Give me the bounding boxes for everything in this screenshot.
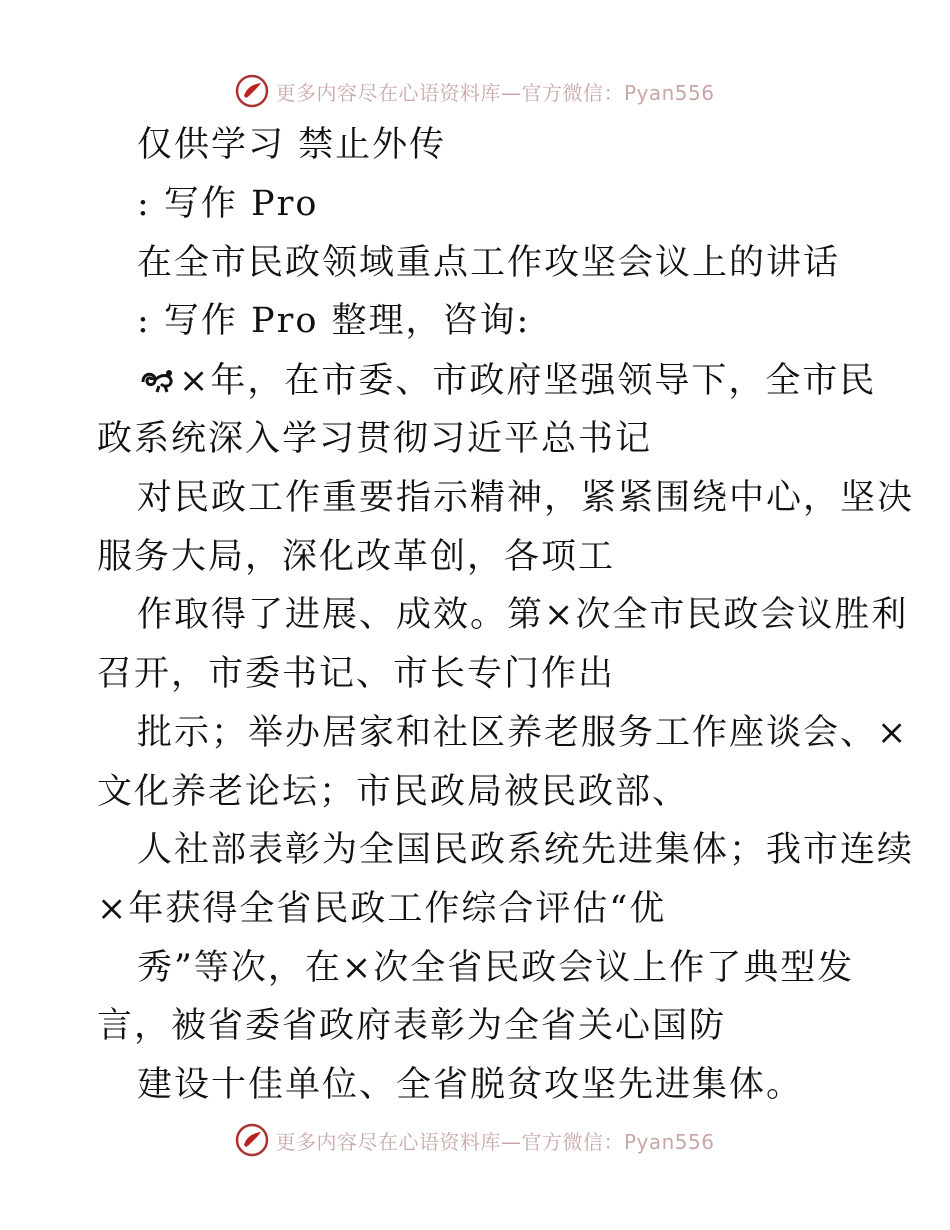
doc-line: : 写作 Pro 整理，咨询:	[137, 301, 531, 341]
footer-watermark	[0, 1120, 950, 1160]
doc-line: 文化养老论坛；市民政局被民政部、	[97, 772, 690, 812]
doc-line: ×年获得全省民政工作综合评估“优	[97, 889, 667, 929]
doc-line: 秀”等次，在×次全省民政会议上作了典型发	[137, 948, 855, 988]
doc-line: 在全市民政领域重点工作攻坚会议上的讲话	[137, 243, 841, 283]
doc-line: 对民政工作重要指示精神，紧紧围绕中心，坚决	[137, 478, 915, 518]
ornament-glyph-icon	[137, 364, 177, 396]
watermark-text: 更多内容尽在心语资料库—官方微信：Pyan556	[275, 80, 715, 105]
doc-line-text: ×年，在市委、市政府坚强领导下，全市民	[179, 361, 877, 401]
watermark-logo-icon	[235, 1123, 269, 1157]
doc-line: 作取得了进展、成效。第×次全市民政会议胜利	[137, 595, 909, 635]
doc-line-with-glyph	[137, 361, 876, 401]
watermark-text: 更多内容尽在心语资料库—官方微信：Pyan556	[275, 1129, 715, 1154]
doc-line: 批示；举办居家和社区养老服务工作座谈会、×	[137, 713, 909, 753]
doc-line: 召开，市委书记、市长专门作出	[97, 654, 616, 694]
doc-line: 服务大局，深化改革创，各项工	[97, 537, 616, 577]
doc-line: 政系统深入学习贯彻习近平总书记	[97, 419, 653, 459]
doc-line: 建设十佳单位、全省脱贫攻坚先进集体。	[137, 1065, 804, 1105]
doc-line: : 写作 Pro	[137, 184, 319, 224]
doc-line: 人社部表彰为全国民政系统先进集体；我市连续	[137, 830, 915, 870]
doc-line: 仅供学习 禁止外传	[137, 125, 447, 165]
doc-line: 言，被省委省政府表彰为全省关心国防	[97, 1006, 727, 1046]
